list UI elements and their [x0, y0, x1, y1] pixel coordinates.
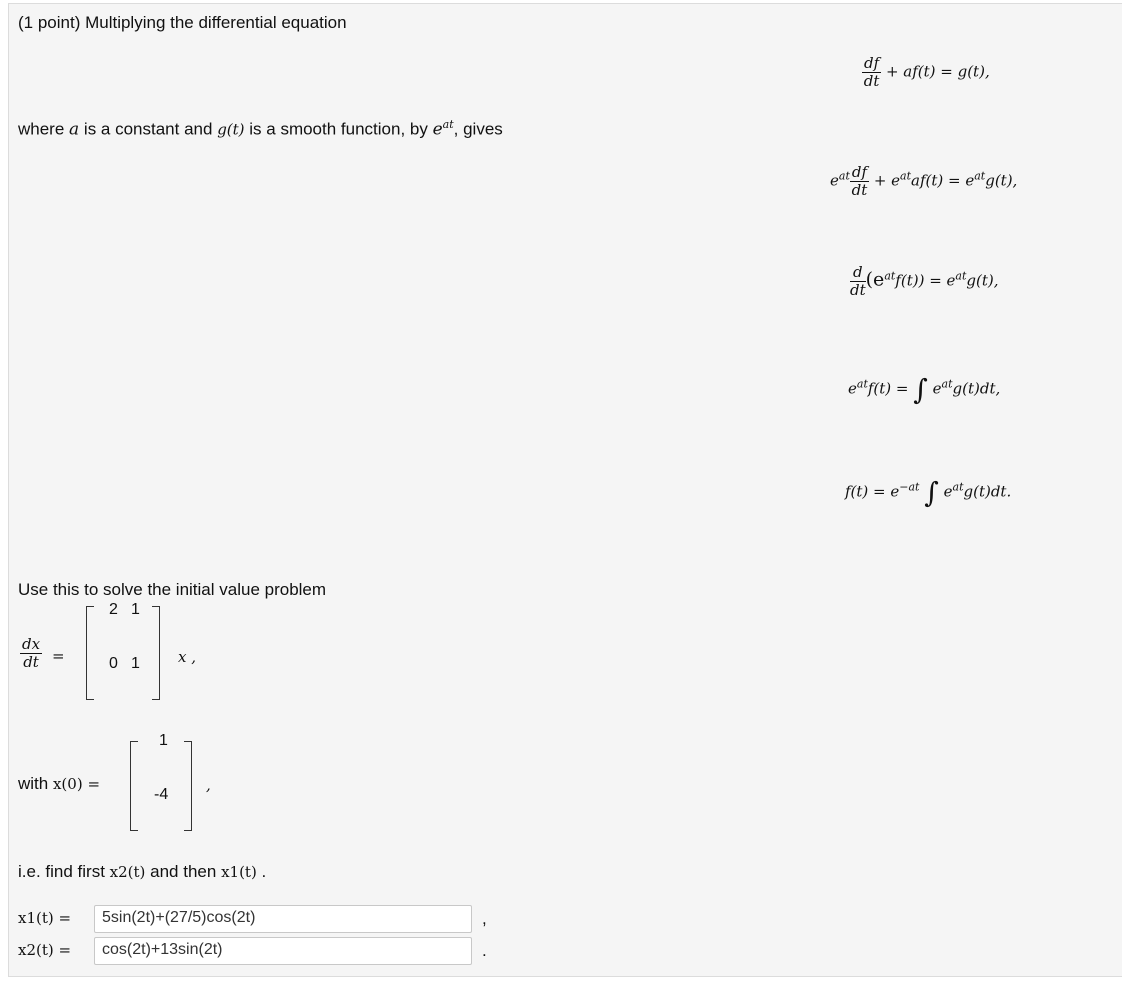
equation-1: $\frac{df}{dt}$ + af(t) = g(t),: [863, 54, 990, 90]
matrix-cell: 2: [109, 601, 118, 618]
x1-label: x1(t) =: [18, 909, 72, 927]
x2-after: .: [482, 941, 487, 960]
vector-cell: -4: [154, 786, 169, 803]
vector-left-bracket: [130, 741, 138, 831]
integral-sign: ∫: [924, 476, 939, 509]
equation-3: $\frac{d}{dt}$ $(e^{at}f(t)) = e^{at}g(t)$,: [850, 263, 999, 299]
matrix-left-bracket: [86, 606, 94, 700]
use-this-text: Use this to solve the initial value problem: [18, 580, 327, 599]
x2-answer-input[interactable]: cos(2t)+13sin(2t): [94, 937, 472, 965]
times-x: x ,: [178, 648, 196, 666]
with-label: with x(0) =: [18, 774, 101, 793]
ie-line: i.e. find first x2(t) and then x1(t) .: [18, 862, 267, 881]
vector-cell: 1: [159, 732, 168, 749]
eq1-fraction: $\frac{df}{dt}$: [863, 54, 880, 90]
where-line: where a is a constant and g(t) is a smooth function, by $e^{at}$, gives: [18, 118, 503, 140]
x2-label: x2(t) =: [18, 941, 72, 959]
x1-after: ,: [482, 909, 487, 928]
matrix-cell: 0: [109, 655, 118, 672]
equation-5: $f(t) = e^{-at}$ ∫ $e^{at}g(t)dt$.: [845, 476, 1012, 509]
vector-right-bracket: [184, 741, 192, 831]
vector-comma: ,: [206, 776, 211, 794]
matrix-right-bracket: [152, 606, 160, 700]
integral-sign: ∫: [913, 373, 928, 406]
dxdt-fraction: $\frac{dx}{dt}$: [22, 635, 41, 671]
equals-sign: =: [52, 647, 65, 665]
problem-intro: (1 point) Multiplying the differential equation: [18, 13, 347, 32]
matrix-cell: 1: [131, 601, 140, 618]
equation-4: $e^{at}f(t)$ = ∫ $e^{at}g(t)dt$,: [848, 373, 1001, 406]
matrix-cell: 1: [131, 655, 140, 672]
equation-2: $e^{at}$ $\frac{df}{dt}$ + $e^{at}af(t) = e^{at}g(t)$,: [830, 163, 1018, 199]
x1-answer-input[interactable]: 5sin(2t)+(27/5)cos(2t): [94, 905, 472, 933]
